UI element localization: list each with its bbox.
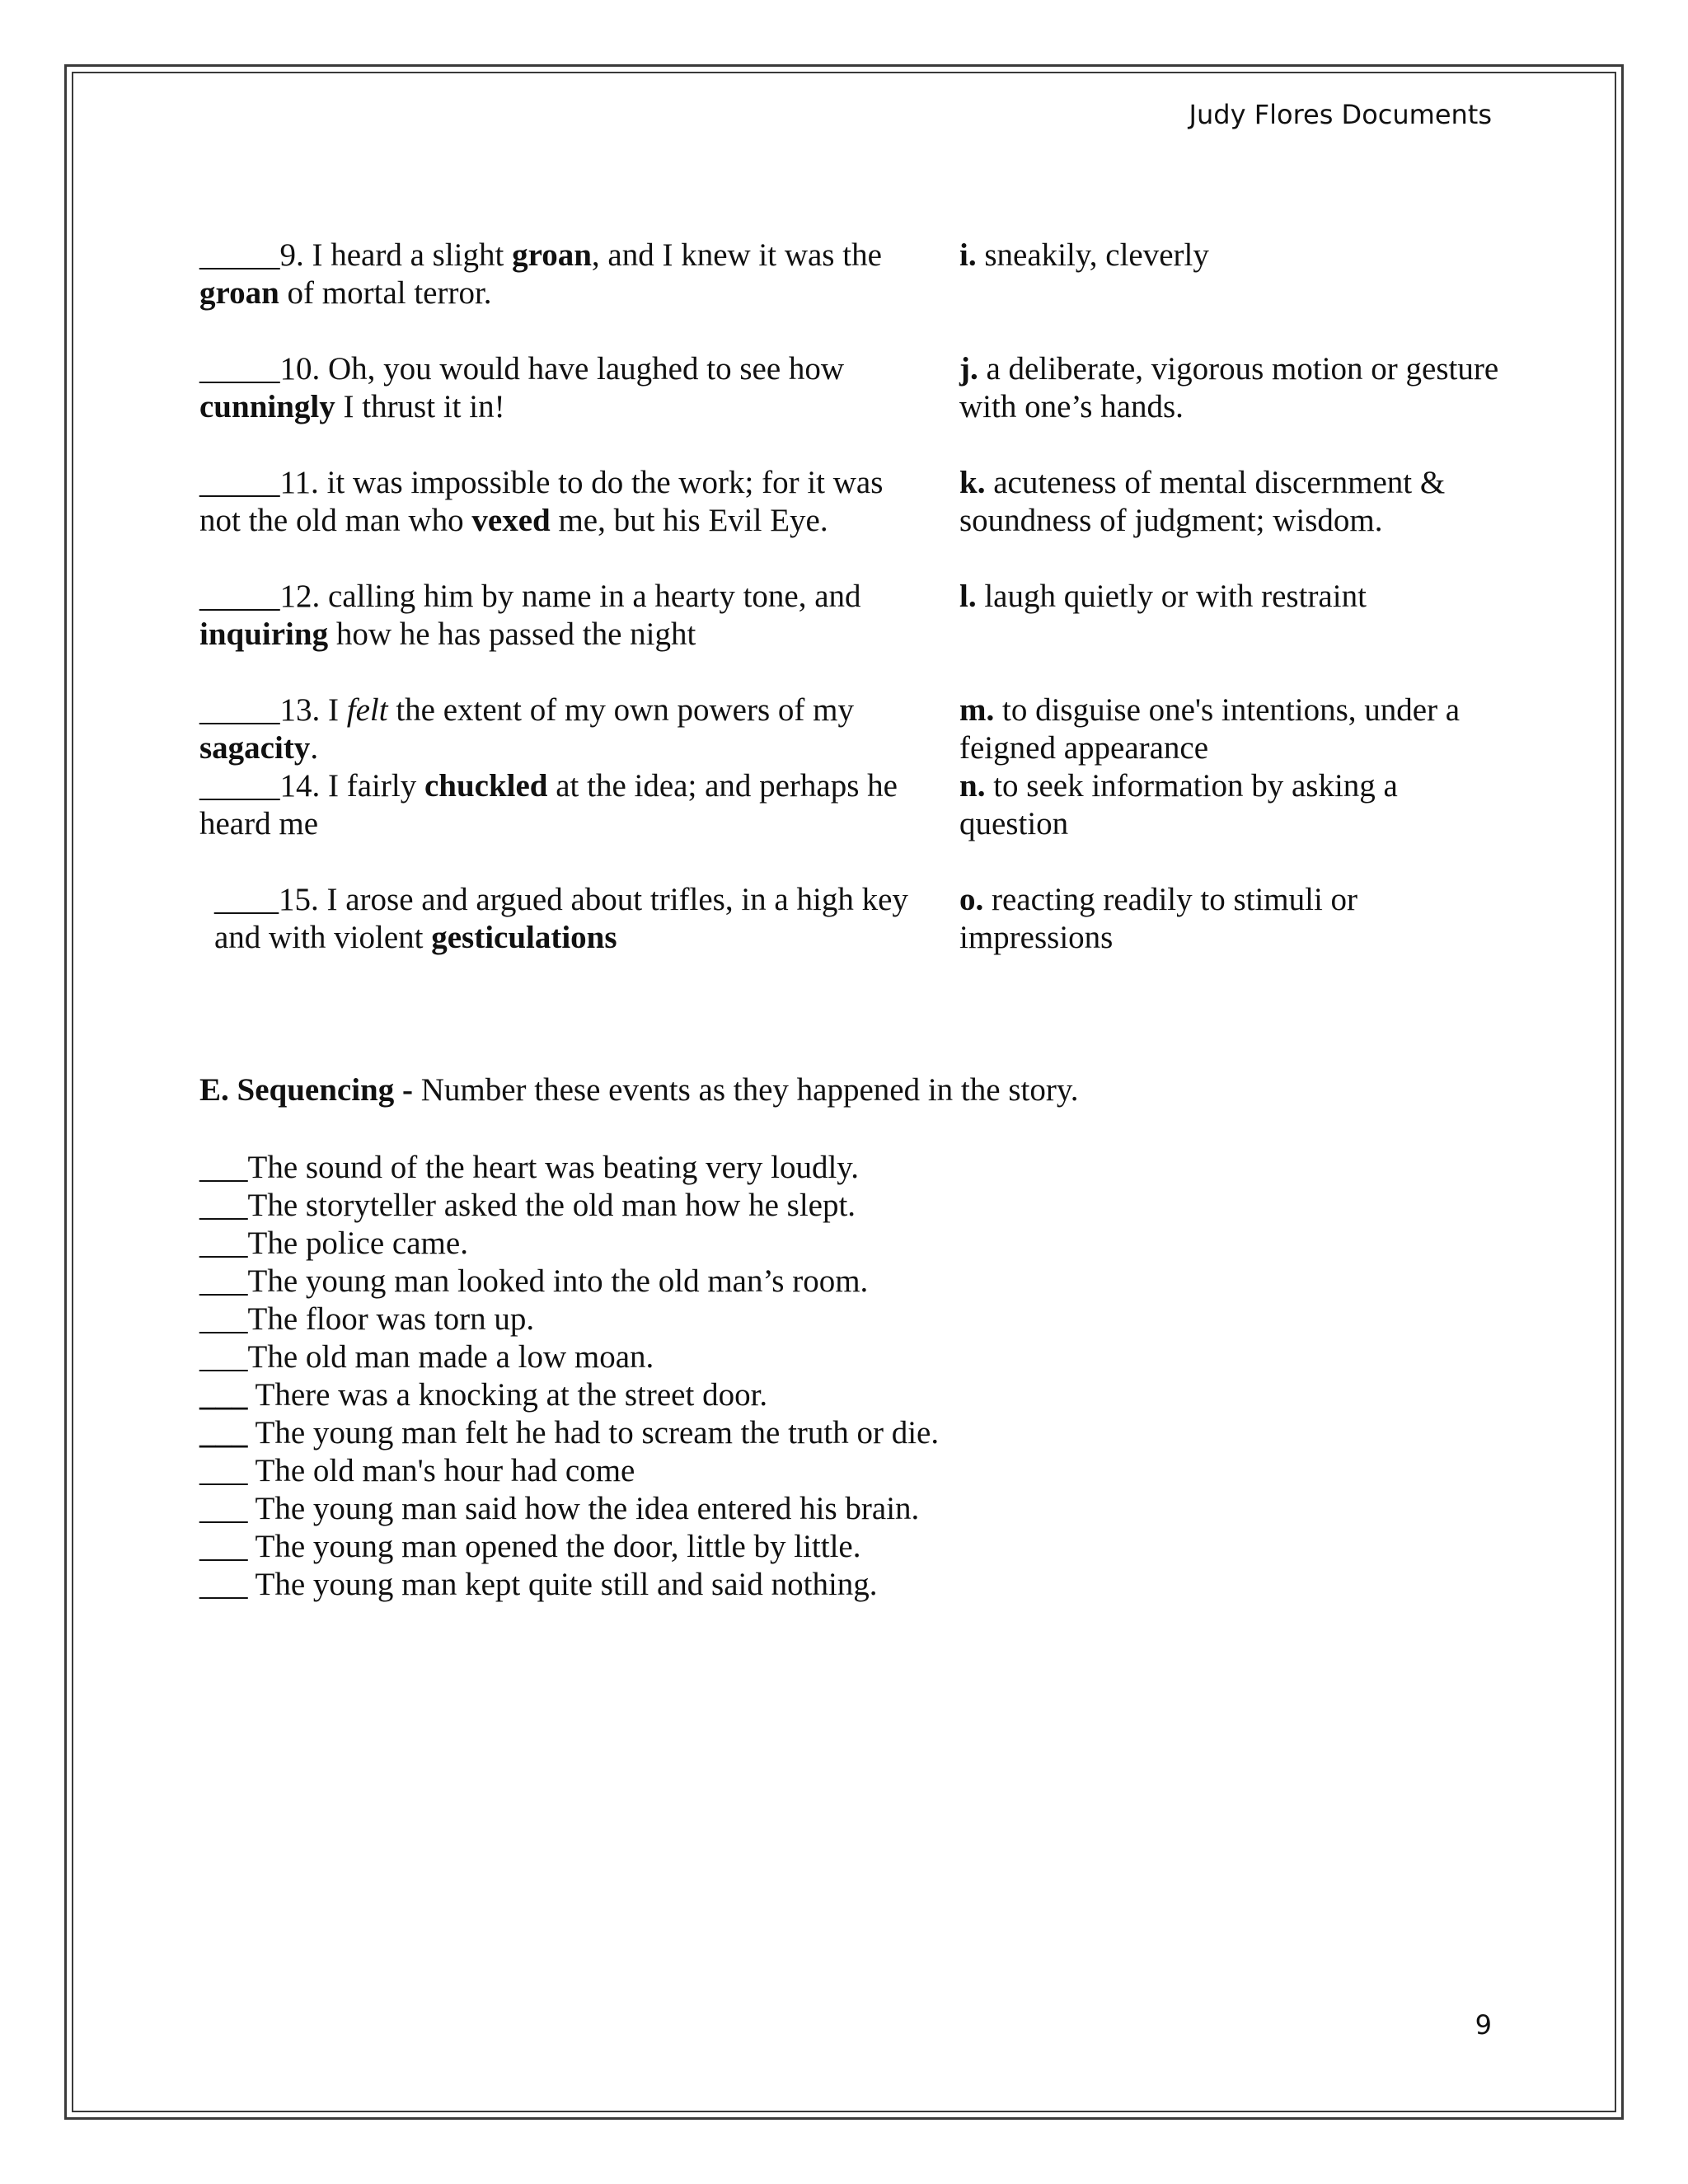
definition-o: o. reacting readily to stimuli or impressions <box>959 882 1358 955</box>
list-item: ___ The young man opened the door, little by little. <box>199 1529 861 1564</box>
list-item: ___The sound of the heart was beating very loudly. <box>199 1150 860 1185</box>
question-9: _____9. I heard a slight groan, and I knew it was the groan of mortal terror. <box>199 237 882 311</box>
list-item: ___ There was a knocking at the street door. <box>199 1377 768 1413</box>
vocab-word: cunningly <box>199 389 335 424</box>
section-title: E. Sequencing - <box>199 1072 413 1108</box>
answer-blank[interactable]: ___ <box>199 1529 248 1564</box>
vocab-word: gesticulations <box>431 920 617 955</box>
answer-blank[interactable]: _____ <box>199 237 280 273</box>
definition-l: l. laugh quietly or with restraint <box>959 579 1367 614</box>
vocab-word: sagacity <box>199 730 311 766</box>
list-item: ___ The young man felt he had to scream the truth or die. <box>199 1415 940 1451</box>
definition-j: j. a deliberate, vigorous motion or gesture with one’s hands. <box>959 351 1499 424</box>
list-item: ___ The young man kept quite still and said nothing. <box>199 1567 878 1602</box>
list-item: ___The floor was torn up. <box>199 1301 535 1337</box>
answer-blank[interactable]: ___ <box>199 1377 248 1413</box>
vocab-word: inquiring <box>199 616 329 652</box>
answer-blank[interactable]: ___ <box>199 1453 248 1488</box>
vocab-word: groan <box>512 237 592 273</box>
answer-blank[interactable]: ___ <box>199 1567 248 1602</box>
answer-blank[interactable]: ___ <box>199 1226 248 1261</box>
list-item: ___The old man made a low moan. <box>199 1339 654 1375</box>
question-15: ____15. I arose and argued about trifles, in a high key and with violent gesticulations <box>214 882 908 955</box>
page-number: 9 <box>1475 2009 1492 2041</box>
answer-blank[interactable]: ___ <box>199 1339 248 1375</box>
question-14: _____14. I fairly chuckled at the idea; and perhaps he heard me <box>199 768 898 841</box>
section-instruction: Number these events as they happened in the story. <box>420 1072 1079 1108</box>
question-12: _____12. calling him by name in a hearty tone, and inquiring how he has passed the night <box>199 579 861 652</box>
list-item: ___ The young man said how the idea entered his brain. <box>199 1491 920 1526</box>
list-item: ___ The old man's hour had come <box>199 1453 635 1488</box>
list-item: ___The young man looked into the old man’s room. <box>199 1263 869 1299</box>
page-header: Judy Flores Documents <box>1189 99 1492 130</box>
answer-blank[interactable]: ___ <box>199 1491 248 1526</box>
answer-blank[interactable]: ___ <box>199 1415 248 1451</box>
answer-blank[interactable]: _____ <box>199 465 280 500</box>
answer-blank[interactable]: _____ <box>199 768 280 804</box>
answer-blank[interactable]: ___ <box>199 1188 248 1223</box>
answer-blank[interactable]: ___ <box>199 1150 248 1185</box>
answer-blank[interactable]: ___ <box>199 1263 248 1299</box>
list-item: ___The storyteller asked the old man how he slept. <box>199 1188 856 1223</box>
vocab-word: chuckled <box>424 768 548 804</box>
sequencing-heading <box>199 1071 1436 1109</box>
answer-blank[interactable]: ____ <box>214 882 279 917</box>
question-13: _____13. I felt the extent of my own powers of my sagacity. <box>199 692 854 766</box>
answer-blank[interactable]: _____ <box>199 351 280 387</box>
answer-blank[interactable]: ___ <box>199 1301 248 1337</box>
definition-k: k. acuteness of mental discernment & soundness of judgment; wisdom. <box>959 465 1446 538</box>
question-11: _____11. it was impossible to do the work; for it was not the old man who vexed me, but his Evil Eye. <box>199 465 884 538</box>
definition-i: i. sneakily, cleverly <box>959 237 1209 273</box>
vocab-word: vexed <box>471 503 551 538</box>
answer-blank[interactable]: _____ <box>199 579 280 614</box>
sequencing-list <box>199 1149 1436 1604</box>
definition-n: n. to seek information by asking a question <box>959 768 1398 841</box>
list-item: ___The police came. <box>199 1226 468 1261</box>
question-10: _____10. Oh, you would have laughed to see how cunningly I thrust it in! <box>199 351 845 424</box>
vocab-word: groan <box>199 275 279 311</box>
answer-blank[interactable]: _____ <box>199 692 280 728</box>
emphasized-word: felt <box>346 692 388 728</box>
definition-m: m. to disguise one's intentions, under a feigned appearance <box>959 692 1461 766</box>
